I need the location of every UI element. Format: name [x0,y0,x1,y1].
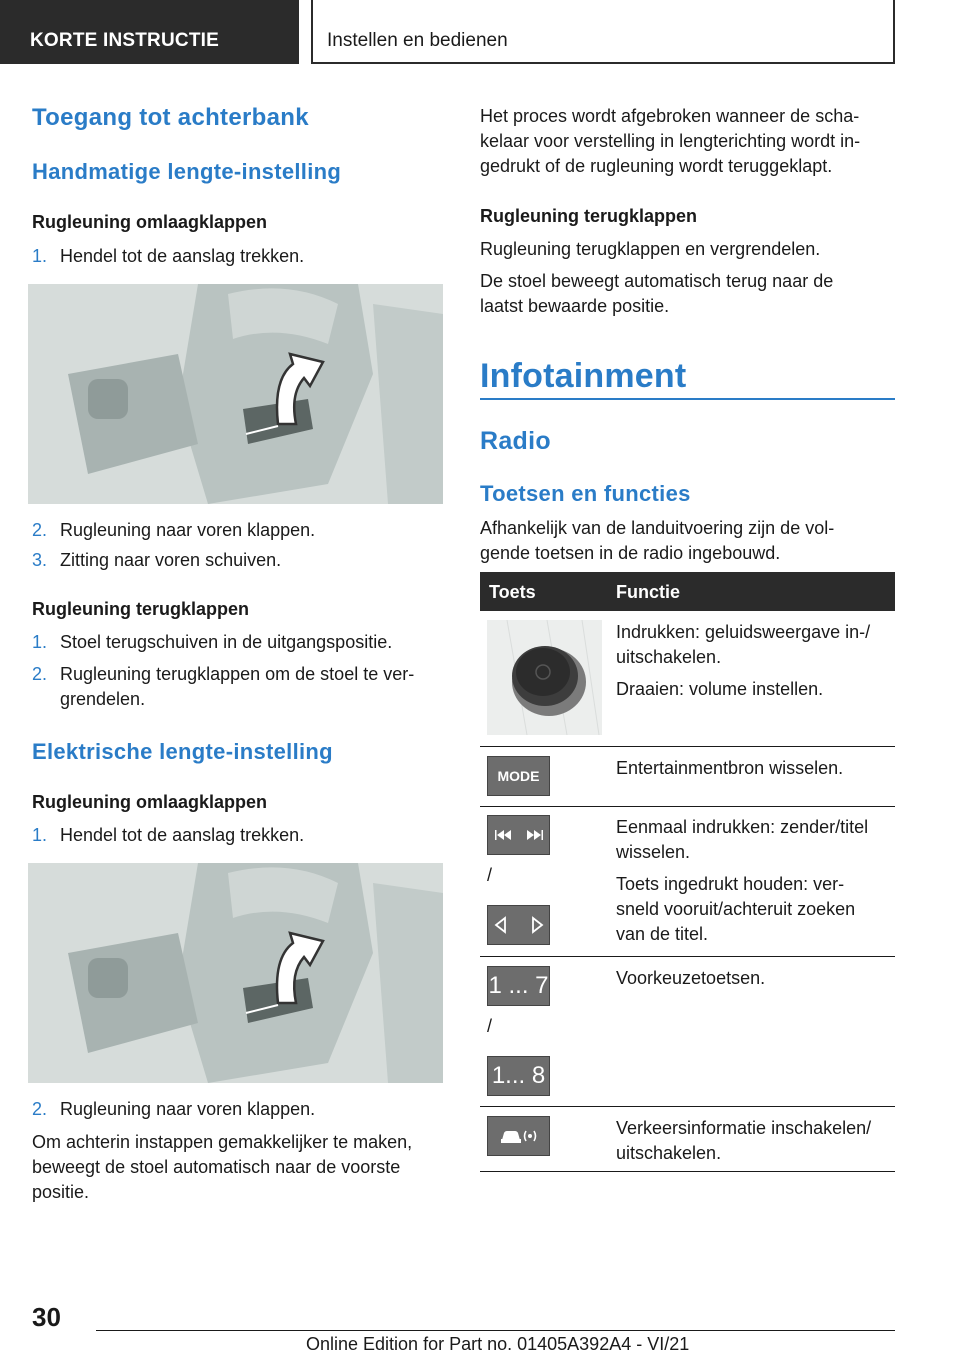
function-cell [616,620,891,702]
seat-lever-illustration [28,863,443,1083]
paragraph: Rugleuning terugklappen en vergrendelen. [480,239,821,259]
intro-paragraph [480,104,900,179]
subheading-electric: Elektrische lengte-instelling [32,739,333,764]
text-line: Verkeersinformatie inschakelen/ [616,1118,872,1138]
skip-arrows-graphic [493,828,545,842]
text-line: positie. [32,1182,90,1202]
text-line: Indrukken: geluidsweergave in-/ [616,622,871,642]
subheading: Toetsen en functies [480,481,691,506]
section-heading: Radio [480,427,551,455]
text-line: gedrukt of de rugleuning wordt teruggeklapt. [480,156,833,176]
step-number: 1. [32,632,48,652]
heading-fold-back: Rugleuning terugklappen [480,206,698,226]
step-number: 2. [32,664,48,684]
skip-track-key-icon [487,815,550,855]
seat-lever-illustration [28,284,443,504]
step-text: Stoel terugschuiven in de uitgangspositie. [60,632,393,652]
text-line: van de titel. [616,924,709,944]
text-line: laatst bewaarde positie. [480,296,670,316]
text-line: Om achterin instappen gemakkelijker te maken, [32,1132,413,1152]
text-line: Eenmaal indrukken: zender/titel [616,817,869,837]
column-header-key: Toets [489,582,536,602]
heading-fold-down: Rugleuning omlaagklappen [32,212,268,232]
paragraph [480,516,900,566]
paragraph [480,269,900,319]
text-line: uitschakelen. [616,647,722,667]
preset-keys-icon: 1 ... 7 [487,966,550,1006]
step-text-cont: grendelen. [60,689,146,709]
row-divider [480,1171,895,1172]
seek-arrows-graphic [493,916,545,934]
page-number: 30 [32,1302,61,1332]
function-cell: Voorkeuzetoetsen. [616,968,766,988]
traffic-info-key-icon [487,1116,550,1156]
seek-key-icon [487,905,550,945]
traffic-info-graphic [499,1126,539,1146]
text-line: sneld vooruit/achteruit zoeken [616,899,856,919]
chapter-title: Instellen en bedienen [311,0,895,64]
footer-divider [96,1330,895,1331]
text-line: beweegt de stoel automatisch naar de voorste [32,1157,401,1177]
row-divider [480,806,895,807]
separator-slash: / [487,865,493,885]
step-number: 3. [32,550,48,570]
edition-text: Online Edition for Part no. 01405A392A4 - VI/21 [306,1334,690,1354]
step-text: Rugleuning naar voren klappen. [60,1099,316,1119]
text-line: Draaien: volume instellen. [616,679,824,699]
row-divider [480,956,895,957]
text-line: wisselen. [616,842,691,862]
text-line: Toets ingedrukt houden: ver- [616,874,845,894]
separator-slash: / [487,1016,493,1036]
subheading-manual: Handmatige lengte-instelling [32,159,342,184]
row-divider [480,1106,895,1107]
step-number: 2. [32,520,48,540]
function-cell [616,815,891,947]
text-line: uitschakelen. [616,1143,722,1163]
table-header [480,572,895,611]
step-text: Zitting naar voren schuiven. [60,550,282,570]
row-divider [480,746,895,747]
step-number: 1. [32,246,48,266]
step-text: Rugleuning terugklappen om de stoel te ver- [60,664,415,684]
chapter-heading: Infotainment [480,357,687,395]
step-number: 1. [32,825,48,845]
step-item [32,662,442,714]
step-text: Rugleuning naar voren klappen. [60,520,316,540]
text-line: De stoel beweegt automatisch terug naar de [480,271,834,291]
seat-illustration-graphic [28,284,443,504]
step-number: 2. [32,1099,48,1119]
heading-fold-back: Rugleuning terugklappen [32,599,250,619]
closing-paragraph [32,1130,452,1205]
text-line: Afhankelijk van de landuitvoering zijn de vol- [480,518,835,538]
function-cell [616,1116,891,1166]
seat-illustration-graphic [28,863,443,1083]
volume-knob-icon [487,620,602,735]
heading-divider [480,398,895,400]
heading-fold-down: Rugleuning omlaagklappen [32,792,268,812]
column-header-function: Functie [616,582,681,602]
text-line: Het proces wordt afgebroken wanneer de scha- [480,106,860,126]
knob-graphic [487,620,602,735]
preset-keys-icon: 1... 8 [487,1056,550,1096]
text-line: gende toetsen in de radio ingebouwd. [480,543,781,563]
step-text: Hendel tot de aanslag trekken. [60,825,305,845]
text-line: kelaar voor verstelling in lengterichting wordt in- [480,131,861,151]
section-tab: KORTE INSTRUCTIE [0,0,299,64]
mode-key-icon: MODE [487,756,550,796]
section-heading: Toegang tot achterbank [32,104,309,131]
function-cell: Entertainmentbron wisselen. [616,758,844,778]
step-text: Hendel tot de aanslag trekken. [60,246,305,266]
